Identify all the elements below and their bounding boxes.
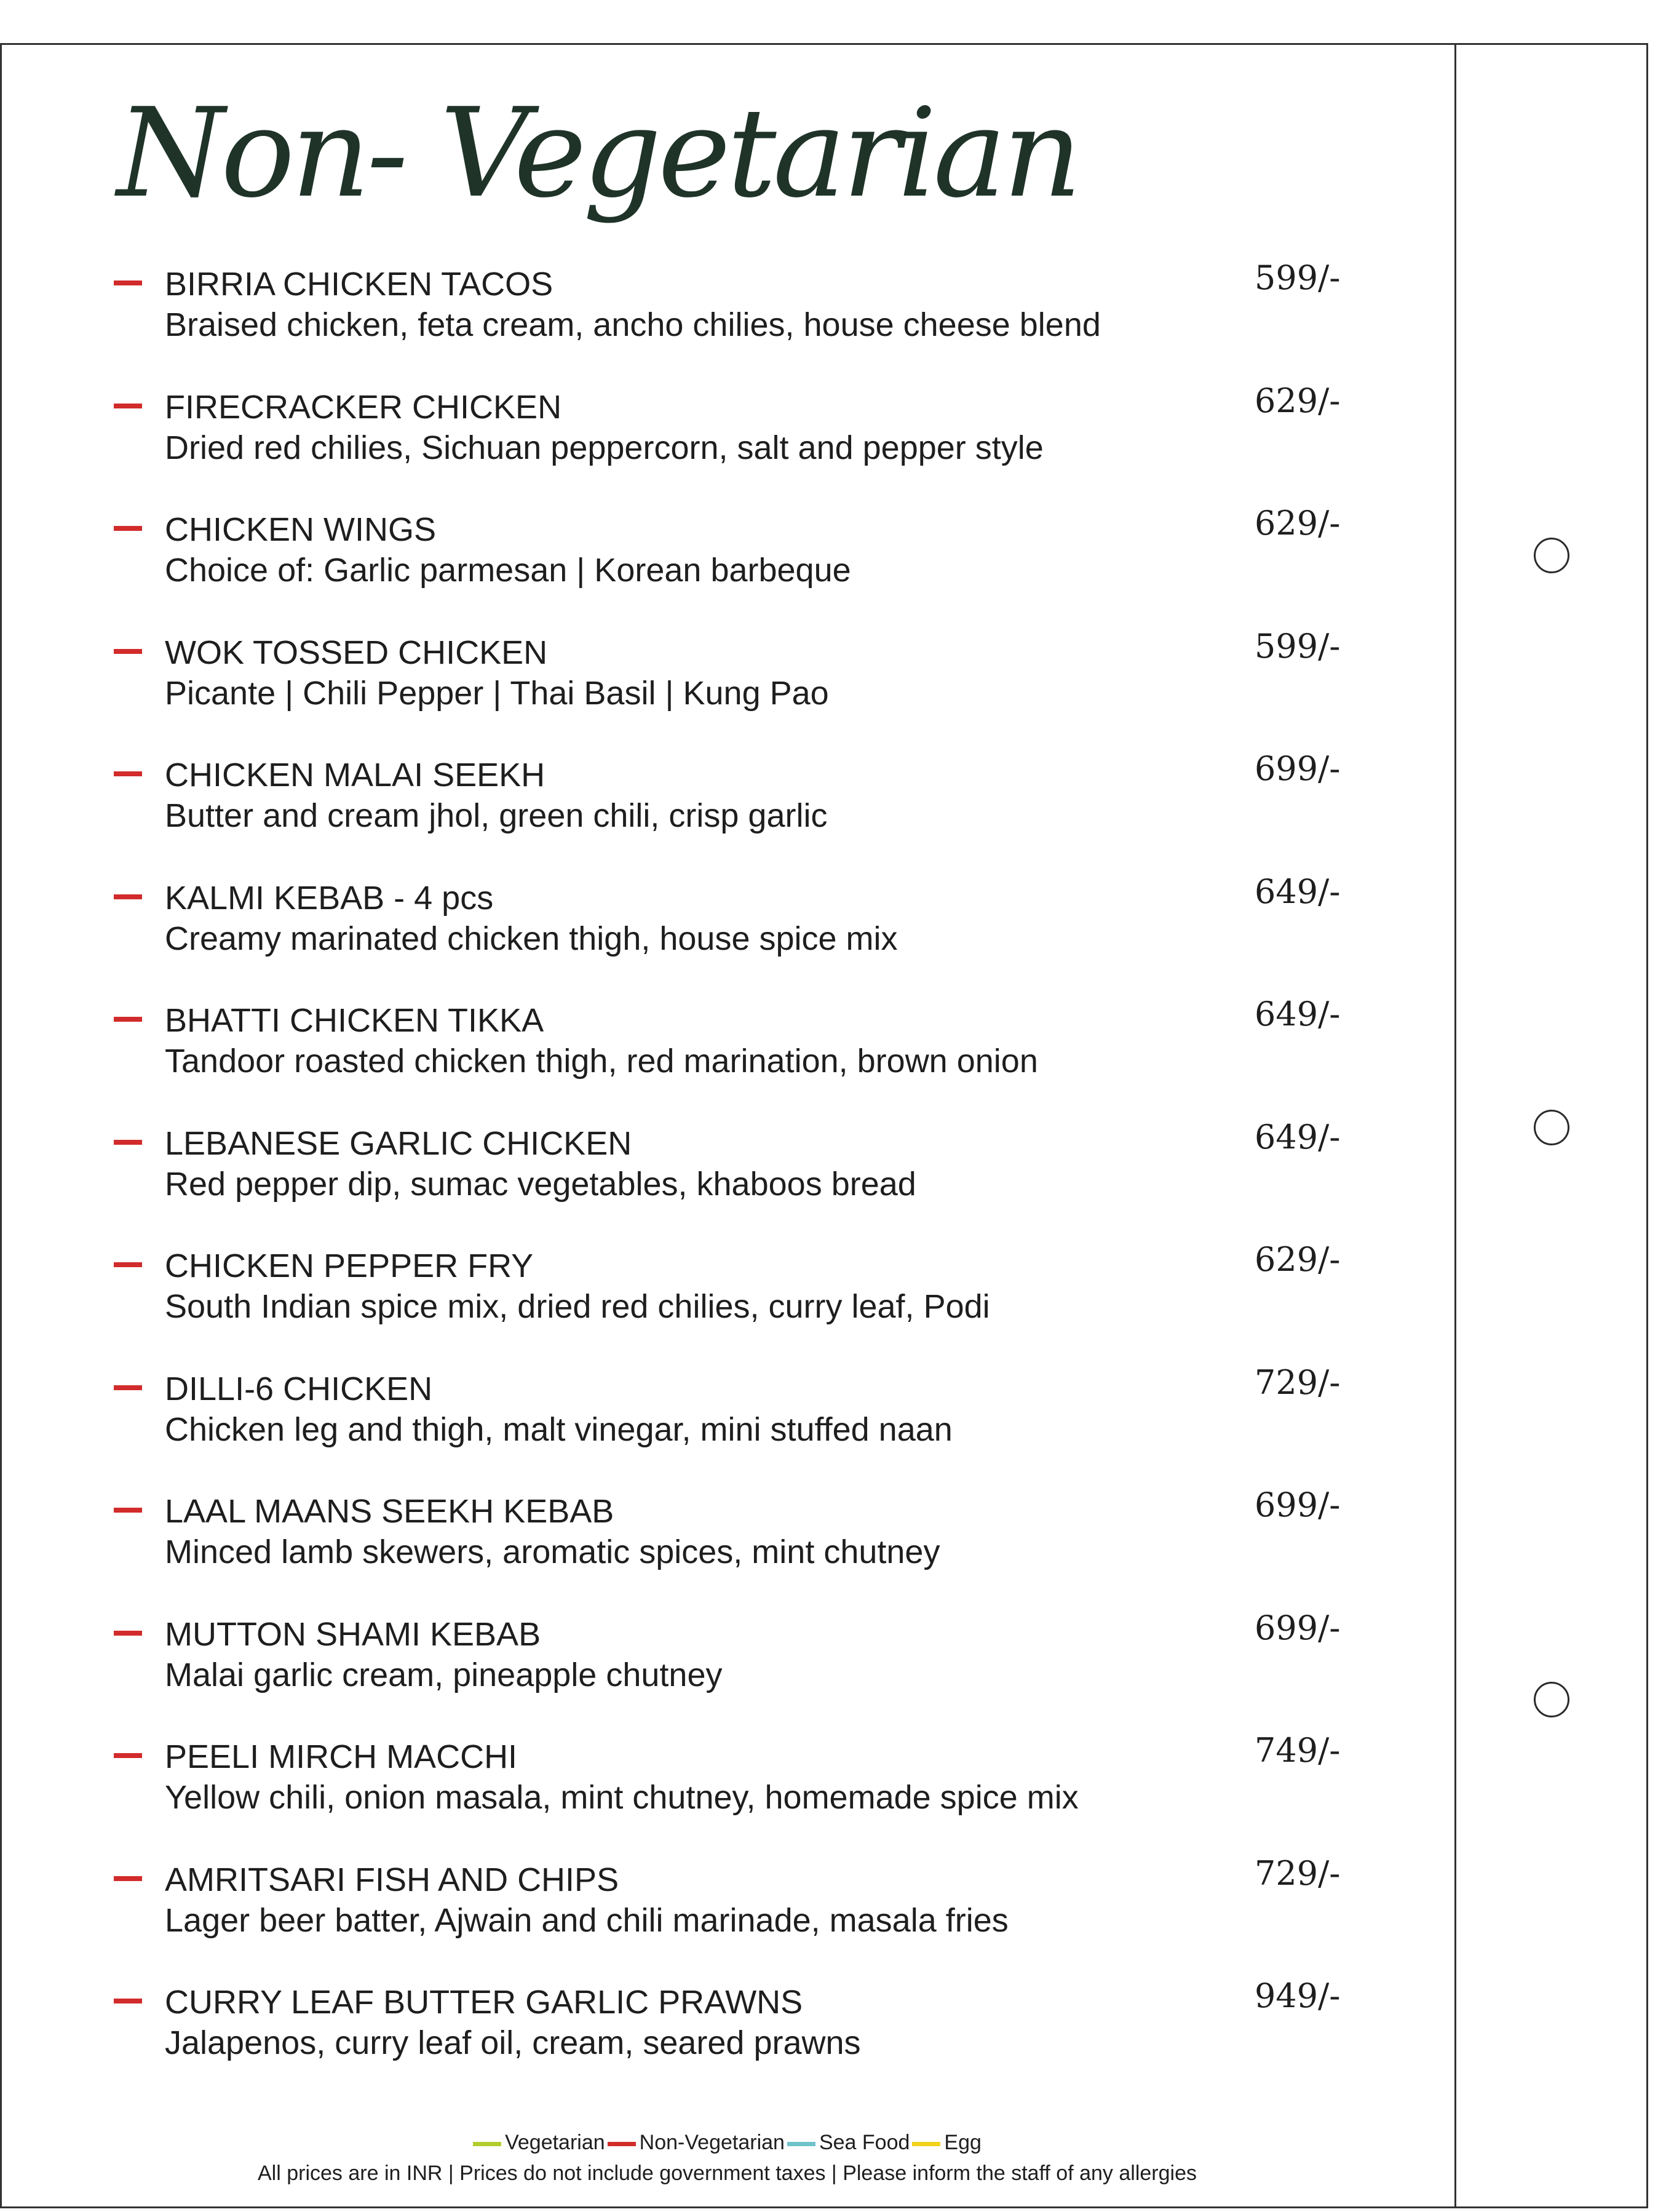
- menu-item: [114, 1731, 1381, 1848]
- item-price: 649/-: [1255, 1118, 1341, 1156]
- binder-hole-icon: [1534, 538, 1569, 573]
- item-name: MUTTON SHAMI KEBAB: [165, 1616, 541, 1653]
- item-price: 649/-: [1255, 995, 1341, 1033]
- item-price: 699/-: [1255, 749, 1341, 788]
- item-description: Yellow chili, onion masala, mint chutney, homemade spice mix: [165, 1779, 1079, 1816]
- item-description: Chicken leg and thigh, malt vinegar, mini stuffed naan: [165, 1411, 953, 1448]
- item-price: 629/-: [1255, 504, 1341, 543]
- item-price: 699/-: [1255, 1609, 1341, 1647]
- item-description: Jalapenos, curry leaf oil, cream, seared prawns: [165, 2024, 861, 2061]
- non-veg-marker-icon: [114, 1999, 142, 2003]
- item-price: 599/-: [1255, 627, 1341, 666]
- item-price: 749/-: [1255, 1731, 1341, 1770]
- item-name: FIRECRACKER CHICKEN: [165, 389, 562, 426]
- item-name: KALMI KEBAB - 4 pcs: [165, 880, 494, 917]
- menu-item: [114, 1486, 1381, 1602]
- item-description: Malai garlic cream, pineapple chutney: [165, 1657, 723, 1693]
- item-description: Creamy marinated chicken thigh, house spice mix: [165, 920, 898, 957]
- menu-item: [114, 872, 1381, 989]
- binder-hole-icon: [1534, 1682, 1569, 1717]
- legend-label: Egg: [944, 2131, 982, 2154]
- non-veg-marker-icon: [114, 649, 142, 654]
- menu-item: [114, 995, 1381, 1112]
- legend-entry: [787, 2130, 910, 2155]
- item-price: 649/-: [1255, 872, 1341, 911]
- item-name: LEBANESE GARLIC CHICKEN: [165, 1125, 632, 1162]
- binding-divider: [1454, 43, 1456, 2208]
- diet-legend: [0, 2130, 1454, 2155]
- legend-entry: [473, 2130, 605, 2155]
- legend-entry: [608, 2130, 785, 2155]
- menu-item: [114, 1976, 1381, 2093]
- non-veg-marker-icon: [114, 1508, 142, 1513]
- non-veg-marker-icon: [114, 1631, 142, 1636]
- non-veg-marker-icon: [114, 771, 142, 776]
- item-price: 949/-: [1255, 1976, 1341, 2015]
- menu-item: [114, 1609, 1381, 1725]
- item-name: BHATTI CHICKEN TIKKA: [165, 1002, 544, 1039]
- menu-item: [114, 749, 1381, 866]
- menu-item: [114, 1240, 1381, 1357]
- non-veg-marker-icon: [114, 894, 142, 899]
- page-title: Non- Vegetarian: [117, 82, 1079, 225]
- item-name: BIRRIA CHICKEN TACOS: [165, 266, 553, 303]
- price-footnote: All prices are in INR | Prices do not include government taxes | Please inform the staff of any allergies: [258, 2162, 1197, 2185]
- legend-label: Sea Food: [819, 2131, 910, 2154]
- item-description: Braised chicken, feta cream, ancho chilies, house cheese blend: [165, 306, 1101, 343]
- item-name: CHICKEN WINGS: [165, 511, 437, 548]
- menu-item: [114, 258, 1381, 375]
- menu-item: [114, 627, 1381, 744]
- legend-label: Non-Vegetarian: [639, 2131, 785, 2154]
- item-price: 729/-: [1255, 1363, 1341, 1402]
- legend-entry: [912, 2130, 982, 2155]
- item-price: 729/-: [1255, 1854, 1341, 1893]
- non-veg-marker-icon: [114, 1876, 142, 1881]
- item-name: LAAL MAANS SEEKH KEBAB: [165, 1493, 614, 1530]
- item-name: AMRITSARI FISH AND CHIPS: [165, 1861, 619, 1898]
- item-name: CHICKEN MALAI SEEKH: [165, 757, 545, 794]
- item-description: South Indian spice mix, dried red chilies, curry leaf, Podi: [165, 1288, 990, 1325]
- non-veg-marker-icon: [114, 1753, 142, 1758]
- item-description: Picante | Chili Pepper | Thai Basil | Kung Pao: [165, 675, 829, 712]
- item-description: Choice of: Garlic parmesan | Korean barbeque: [165, 552, 851, 589]
- item-name: CHICKEN PEPPER FRY: [165, 1247, 534, 1284]
- item-price: 629/-: [1255, 381, 1341, 420]
- menu-item: [114, 1363, 1381, 1480]
- item-description: Dried red chilies, Sichuan peppercorn, salt and pepper style: [165, 429, 1044, 466]
- non-veg-marker-icon: [114, 1017, 142, 1022]
- item-description: Minced lamb skewers, aromatic spices, mint chutney: [165, 1534, 940, 1570]
- item-description: Lager beer batter, Ajwain and chili marinade, masala fries: [165, 1902, 1009, 1939]
- binder-hole-icon: [1534, 1110, 1569, 1145]
- item-description: Red pepper dip, sumac vegetables, khaboos bread: [165, 1166, 916, 1203]
- item-price: 629/-: [1255, 1240, 1341, 1279]
- legend-label: Vegetarian: [505, 2131, 605, 2154]
- item-name: PEELI MIRCH MACCHI: [165, 1738, 518, 1775]
- legend-swatch-icon: [608, 2142, 636, 2146]
- legend-swatch-icon: [787, 2142, 815, 2146]
- non-veg-marker-icon: [114, 404, 142, 408]
- non-veg-marker-icon: [114, 280, 142, 285]
- item-price: 699/-: [1255, 1486, 1341, 1524]
- item-description: Tandoor roasted chicken thigh, red marination, brown onion: [165, 1043, 1038, 1080]
- non-veg-marker-icon: [114, 1262, 142, 1267]
- legend-swatch-icon: [473, 2142, 501, 2146]
- menu-item: [114, 1854, 1381, 1971]
- menu-item: [114, 1118, 1381, 1235]
- item-name: WOK TOSSED CHICKEN: [165, 634, 548, 671]
- non-veg-marker-icon: [114, 1140, 142, 1145]
- menu-item: [114, 381, 1381, 498]
- item-name: CURRY LEAF BUTTER GARLIC PRAWNS: [165, 1984, 803, 2021]
- non-veg-marker-icon: [114, 1385, 142, 1390]
- non-veg-marker-icon: [114, 526, 142, 531]
- item-name: DILLI-6 CHICKEN: [165, 1371, 433, 1407]
- item-description: Butter and cream jhol, green chili, crisp garlic: [165, 797, 828, 834]
- legend-swatch-icon: [912, 2142, 940, 2146]
- item-price: 599/-: [1255, 258, 1341, 297]
- menu-item: [114, 504, 1381, 621]
